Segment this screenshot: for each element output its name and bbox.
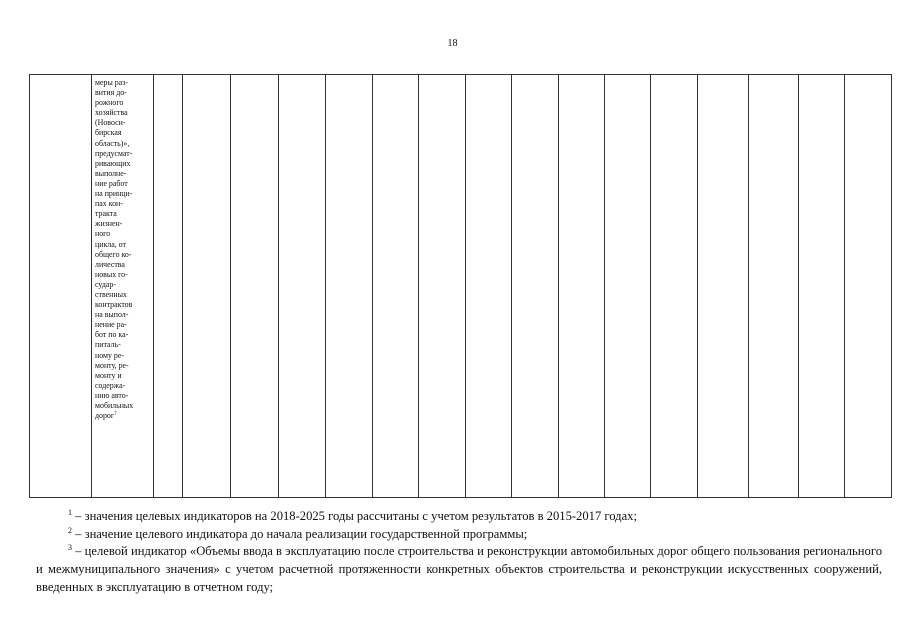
indicator-name-line: (Новоси-	[95, 118, 126, 128]
indicator-name-line: контрактов	[95, 300, 133, 310]
indicator-name-line: нию авто-	[95, 390, 129, 400]
indicator-name-line: область)»,	[95, 138, 130, 148]
footnote-mark-3: 3	[68, 543, 72, 553]
indicator-name-line: хозяйства	[95, 108, 128, 118]
indicator-name-line: нение ра-	[95, 320, 127, 330]
indicator-name-line: пах кон-	[95, 199, 123, 209]
indicator-name-line: содержа-	[95, 380, 126, 390]
table-cell	[373, 75, 419, 498]
indicator-name-line: рожного	[95, 98, 124, 108]
indicator-name-line: цикла, от	[95, 239, 126, 249]
indicator-name-line: предусмат-	[95, 148, 133, 158]
indicator-name-line: общего ко-	[95, 249, 132, 259]
table-cell	[698, 75, 749, 498]
indicator-name-line: монту и	[95, 370, 122, 380]
indicator-name-line: вития до-	[95, 88, 127, 98]
indicator-table	[29, 74, 892, 498]
footnote-mark-2: 2	[68, 525, 72, 535]
indicator-name-line: выполне-	[95, 168, 127, 178]
table-cell	[154, 75, 183, 498]
table-cell-number	[30, 75, 92, 498]
indicator-name-line: ривающих	[95, 158, 131, 168]
indicator-name-line: ного	[95, 229, 111, 239]
indicator-name-line: ственных	[95, 289, 127, 299]
table-cell	[279, 75, 326, 498]
indicator-name-line: жизнен-	[95, 219, 123, 229]
indicator-name-last-line	[95, 411, 151, 421]
indicator-name-line: новых го-	[95, 269, 128, 279]
indicator-name-line: монту, ре-	[95, 360, 129, 370]
indicator-name-line: бирская	[95, 128, 122, 138]
table-cell	[231, 75, 279, 498]
table-cell	[651, 75, 698, 498]
indicator-name-last-word: дорог	[95, 411, 115, 421]
table-cell	[466, 75, 512, 498]
indicator-name-line: личества	[95, 259, 125, 269]
table-cell	[559, 75, 605, 498]
table-row	[30, 75, 892, 498]
footnote-3	[36, 543, 882, 596]
table-cell-indicator-name	[92, 75, 154, 498]
page-number: 18	[447, 38, 458, 49]
indicator-name-line: на выпол-	[95, 310, 129, 320]
indicator-name-line: ному ре-	[95, 350, 125, 360]
footnote-ref-7: 7	[114, 412, 117, 418]
table-cell	[326, 75, 373, 498]
footnote-text-2: – значение целевого индикатора до начала реализации государственной программы;	[72, 526, 528, 541]
indicator-name-line: тракта	[95, 209, 117, 219]
footnote-text-1: – значения целевых индикаторов на 2018-2025 годы рассчитаны с учетом результатов в 2015-2017 годах;	[72, 509, 637, 523]
footnote-text-3: – целевой индикатор «Объемы ввода в эксплуатацию после строительства и реконструкции автомобильных дорог общего пользования регионального и межмуниципального значения» с учетом расчетной протяженности конкретных объектов строительства и реконструкции искусственных сооружений, введенных в эксплуатацию в отчетном году;	[36, 544, 882, 594]
table-cell	[419, 75, 466, 498]
footnote-mark-1: 1	[68, 508, 72, 517]
indicator-name-line: бот по ка-	[95, 330, 129, 340]
table-cell	[605, 75, 651, 498]
table-cell	[183, 75, 231, 498]
table-cell	[845, 75, 892, 498]
table-cell	[749, 75, 799, 498]
indicator-name-line: меры раз-	[95, 78, 128, 87]
indicator-name-lines	[95, 78, 151, 411]
indicator-name-line: судар-	[95, 279, 116, 289]
indicator-name-line: на принци-	[95, 189, 133, 199]
footnote-2	[36, 526, 882, 544]
footnotes	[36, 508, 882, 597]
indicator-name-line: мобильных	[95, 401, 134, 410]
table-cell	[799, 75, 845, 498]
indicator-name-text	[92, 75, 153, 421]
footnote-1	[36, 508, 882, 526]
indicator-name-line: ние работ	[95, 178, 128, 188]
table-cell	[512, 75, 559, 498]
indicator-name-line: питаль-	[95, 340, 121, 350]
